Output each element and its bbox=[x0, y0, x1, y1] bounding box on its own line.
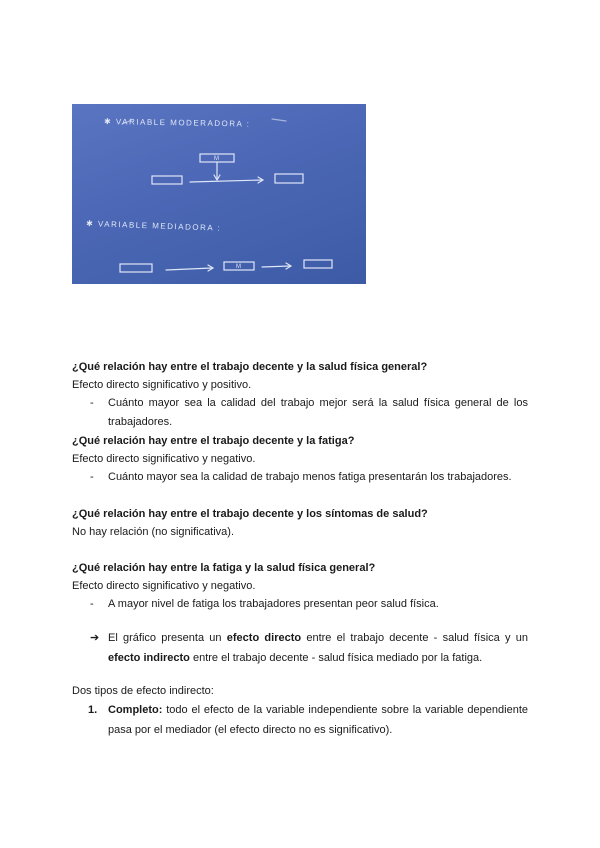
indirect-effect-term: efecto indirecto bbox=[108, 652, 190, 664]
answer-4-bullet bbox=[72, 595, 528, 614]
question-3: ¿Qué relación hay entre el trabajo decente y los síntomas de salud? bbox=[72, 508, 428, 520]
complete-term: Completo: bbox=[108, 704, 163, 716]
moderadora-heading: ✱ VARIABLE MODERADORA : bbox=[103, 117, 251, 129]
answer-1: Efecto directo significativo y positivo. bbox=[72, 379, 252, 391]
complete-definition: todo el efecto de la variable independiente sobre la variable dependiente pasa por el mediador (el efecto directo no es significativo). bbox=[108, 704, 528, 736]
answer-3: No hay relación (no significativa). bbox=[72, 526, 235, 538]
independent-box-2 bbox=[120, 264, 152, 272]
arrow-to-mediator bbox=[166, 268, 212, 270]
dependent-box-2 bbox=[304, 260, 332, 268]
direct-arrow-1 bbox=[190, 180, 262, 182]
question-1: ¿Qué relación hay entre el trabajo decente y la salud física general? bbox=[72, 361, 428, 373]
answer-2-detail: Cuánto mayor sea la calidad de trabajo menos fatiga presentarán los trabajadores. bbox=[108, 471, 512, 483]
summary-text-2: entre el trabajo decente - salud física y un bbox=[301, 632, 528, 644]
answer-4: Efecto directo significativo y negativo. bbox=[72, 580, 256, 592]
arrow-icon: ➔ bbox=[90, 632, 100, 644]
dependent-box-1 bbox=[275, 174, 303, 183]
moderator-label: M bbox=[214, 156, 219, 162]
dash-marker: - bbox=[90, 471, 94, 483]
handwritten-diagram bbox=[72, 104, 366, 284]
independent-box-1 bbox=[152, 176, 182, 184]
answer-4-detail: A mayor nivel de fatiga los trabajadores presentan peor salud física. bbox=[108, 598, 439, 610]
mediadora-heading: ✱ VARIABLE MEDIADORA : bbox=[85, 219, 222, 233]
question-2: ¿Qué relación hay entre el trabajo decente y la fatiga? bbox=[72, 435, 355, 447]
summary-text-1: El gráfico presenta un bbox=[108, 632, 227, 644]
summary-text-3: entre el trabajo decente - salud física mediado por la fatiga. bbox=[189, 652, 483, 664]
arrow-to-dependent bbox=[262, 266, 290, 267]
answer-2-bullet bbox=[72, 468, 528, 487]
handwritten-diagram-photo bbox=[72, 104, 366, 284]
list-number: 1. bbox=[88, 704, 98, 716]
direct-effect-term: efecto directo bbox=[226, 632, 302, 644]
dash-marker: - bbox=[90, 397, 94, 409]
mediator-label: M bbox=[236, 264, 241, 270]
indirect-types-intro: Dos tipos de efecto indirecto: bbox=[72, 685, 214, 697]
answer-1-detail: Cuánto mayor sea la calidad del trabajo mejor será la salud física general de los trabajadores. bbox=[108, 397, 528, 428]
answer-1-bullet bbox=[72, 394, 528, 432]
question-4: ¿Qué relación hay entre la fatiga y la salud física general? bbox=[72, 562, 376, 574]
answer-2: Efecto directo significativo y negativo. bbox=[72, 453, 256, 465]
dash-marker: - bbox=[90, 598, 94, 610]
indirect-type-1 bbox=[72, 700, 528, 740]
summary-arrow-item bbox=[72, 628, 528, 668]
document-body bbox=[72, 358, 528, 740]
